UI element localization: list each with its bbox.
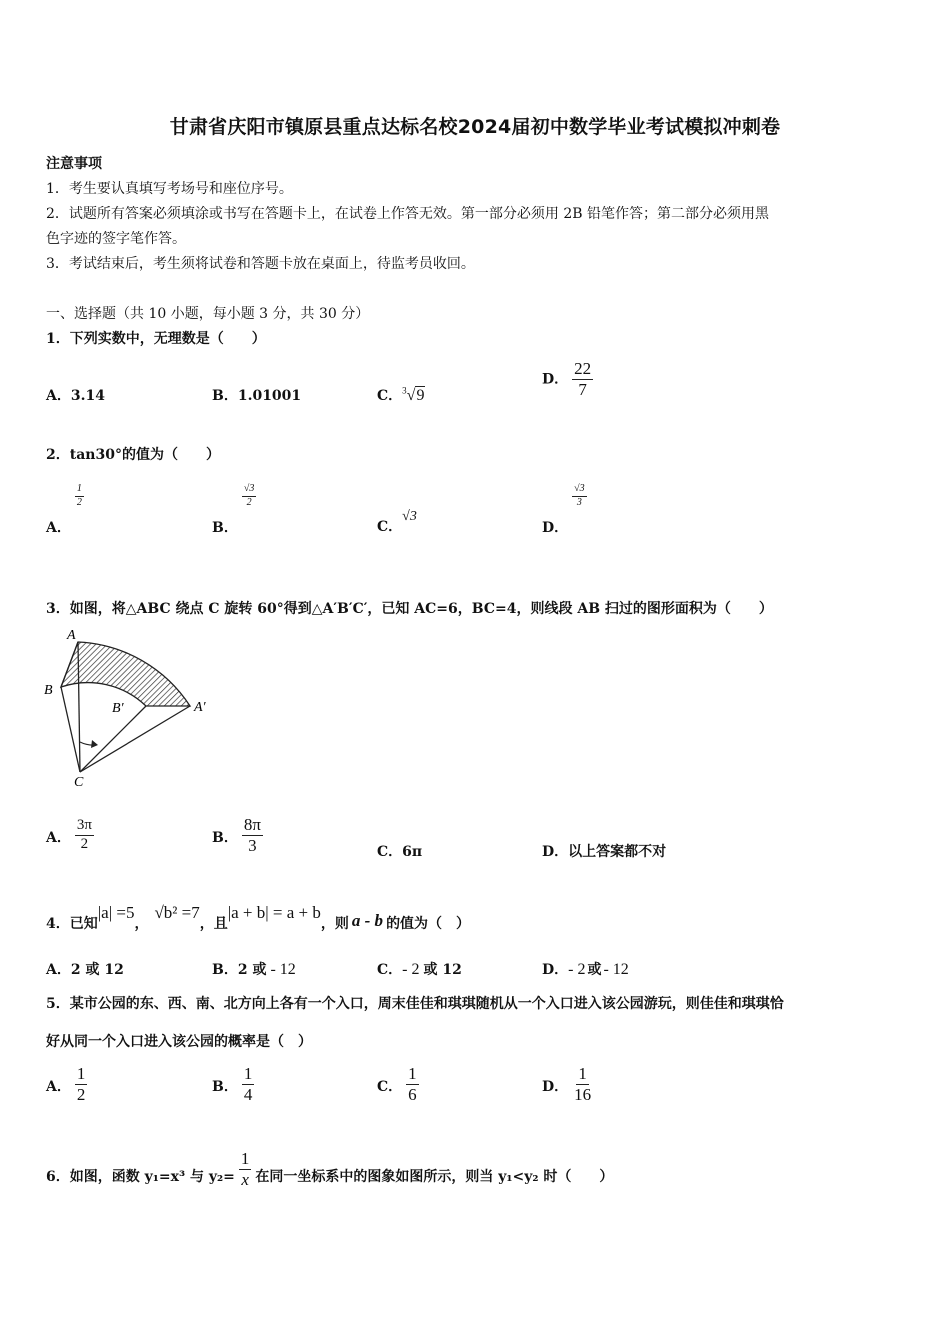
q4-stem: 4．已知|a| =5，√b² =7，且|a + b| = a + b，则 a - b 的值为（ ） [46,903,471,932]
q3-option-a: A． $\frac{3\pi}{2}$ [46,817,92,852]
q1-option-a: A．3.14 [46,388,105,404]
q1-stem: 1．下列实数中，无理数是（ ） [46,331,266,347]
q4-option-d: D．- 2 或 - 12 [542,961,629,978]
segment-apc [80,706,190,772]
q6-stem: 6．如图，函数 y₁=x³ 与 y₂= $\frac{1}{x}$ 在同一坐标系中的图象如图所示，则当 y₁<y₂ 时（ ） [46,1149,614,1189]
label-c: C [74,775,84,788]
q5-stem-line1: 5．某市公园的东、西、南、北方向上各有一个入口，周末佳佳和琪琪随机从一个入口进入该公园游玩，则佳佳和琪琪恰 [46,996,784,1012]
swept-region [61,642,190,706]
q3-option-b: B． $\frac{8\pi}{3}$ [212,815,261,855]
q5-stem-line2: 好从同一个入口进入该公园的概率是（ ） [46,1034,312,1050]
q5-option-c: C． $\frac{1}{6}$ [377,1064,417,1104]
notice-item: 2．试题所有答案必须填涂或书写在答题卡上，在试卷上作答无效。第一部分必须用 2B 铅笔作答；第二部分必须用黑 [46,206,769,222]
q1-option-b: B．1.01001 [212,388,302,404]
label-b: B [44,683,53,698]
q1-option-c: C．$^3$√9 [377,385,425,404]
q5-option-b: B． $\frac{1}{4}$ [212,1064,253,1104]
q3-option-d: D．以上答案都不对 [542,844,667,860]
rotation-figure [42,624,222,788]
q2-option-b: B． $\frac{√3}{2}$ [212,483,255,536]
q3-option-c: C．6π [377,844,423,860]
notice-heading: 注意事项 [46,156,102,172]
notice-item: 3．考试结束后，考生须将试卷和答题卡放在桌面上，待监考员收回。 [46,256,475,272]
q2-option-c: C．√3 [377,509,417,535]
q2-stem: 2．tan30°的值为（ ） [46,447,220,463]
q4-option-b: B．2 或 - 12 [212,961,296,978]
q1-option-d: D． $\frac{22}{7}$ [542,359,592,399]
q4-option-a: A．2 或 12 [46,962,124,978]
label-b-prime: B′ [112,701,124,716]
q5-option-d: D． $\frac{1}{16}$ [542,1064,592,1104]
fraction: $\frac{22}{7}$ [574,359,592,399]
q2-option-a: A． $\frac{1}{2}$ [46,483,82,536]
page-title: 甘肃省庆阳市镇原县重点达标名校2024届初中数学毕业考试模拟冲刺卷 [169,116,781,138]
section-heading: 一、选择题（共 10 小题，每小题 3 分，共 30 分） [46,306,370,322]
q2-option-d: D． $\frac{√3}{3}$ [542,483,585,536]
label-a-prime: A′ [194,700,206,715]
notice-item: 色字迹的签字笔作答。 [46,231,186,247]
label-a: A [67,628,76,643]
notice-item: 1．考生要认真填写考场号和座位序号。 [46,181,293,197]
q5-option-a: A． $\frac{1}{2}$ [46,1064,86,1104]
segment-bc [61,687,80,772]
q3-stem: 3．如图，将△ABC 绕点 C 旋转 60°得到△A′B′C′，已知 AC=6，BC=4，则线段 AB 扫过的图形面积为（ ） [46,601,773,617]
q4-option-c: C．- 2 或 12 [377,961,462,978]
